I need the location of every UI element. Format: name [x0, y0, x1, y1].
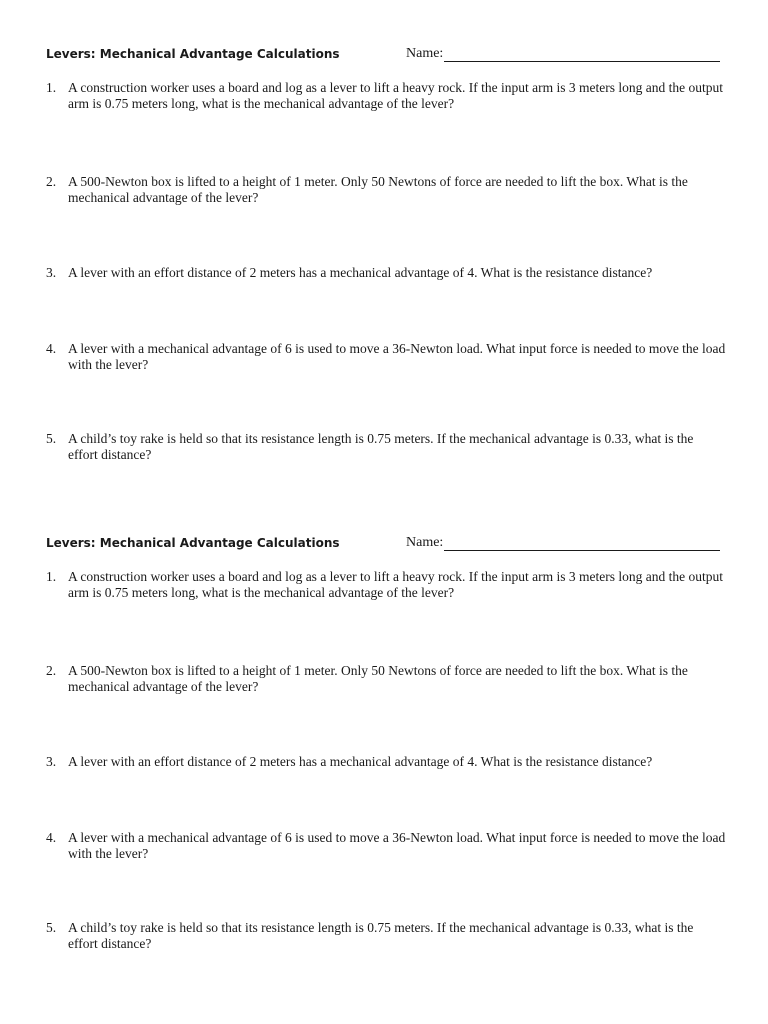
question-number: 5. — [46, 920, 57, 935]
question-5 — [46, 920, 726, 952]
question-number: 1. — [46, 569, 57, 584]
question-text: A lever with a mechanical advantage of 6 is used to move a 36-Newton load. What input force is needed to move the load with the lever? — [68, 341, 726, 372]
question-2 — [46, 174, 726, 206]
question-number: 4. — [46, 830, 57, 845]
question-text: A construction worker uses a board and log as a lever to lift a heavy rock. If the input arm is 3 meters long and the output arm is 0.75 meters long, what is the mechanical advantage of the lever? — [68, 569, 723, 600]
name-blank-line — [444, 536, 720, 551]
question-text: A child’s toy rake is held so that its resistance length is 0.75 meters. If the mechanical advantage is 0.33, what is the effort distance? — [68, 920, 694, 951]
question-1 — [46, 569, 726, 601]
question-number: 1. — [46, 80, 57, 95]
question-number: 5. — [46, 431, 57, 446]
question-text: A 500-Newton box is lifted to a height of 1 meter. Only 50 Newtons of force are needed to lift the box. What is the mechanical advantage of the lever? — [68, 663, 688, 694]
question-3 — [46, 754, 726, 770]
question-4 — [46, 341, 726, 373]
question-text: A child’s toy rake is held so that its resistance length is 0.75 meters. If the mechanical advantage is 0.33, what is the effort distance? — [68, 431, 694, 462]
question-number: 3. — [46, 754, 57, 769]
worksheet-title: Levers: Mechanical Advantage Calculations — [46, 536, 340, 550]
name-label: Name: — [406, 46, 444, 61]
name-label: Name: — [406, 535, 444, 550]
worksheet-header — [46, 46, 726, 66]
question-text: A 500-Newton box is lifted to a height of 1 meter. Only 50 Newtons of force are needed to lift the box. What is the mechanical advantage of the lever? — [68, 174, 688, 205]
worksheet-header — [46, 535, 726, 555]
question-text: A lever with an effort distance of 2 meters has a mechanical advantage of 4. What is the resistance distance? — [68, 265, 653, 280]
name-field — [406, 46, 720, 62]
worksheet-bottom — [0, 489, 768, 978]
worksheet-title: Levers: Mechanical Advantage Calculations — [46, 47, 340, 61]
question-text: A construction worker uses a board and log as a lever to lift a heavy rock. If the input arm is 3 meters long and the output arm is 0.75 meters long, what is the mechanical advantage of the lever? — [68, 80, 723, 111]
question-3 — [46, 265, 726, 281]
question-1 — [46, 80, 726, 112]
question-5 — [46, 431, 726, 463]
question-2 — [46, 663, 726, 695]
question-4 — [46, 830, 726, 862]
question-text: A lever with an effort distance of 2 meters has a mechanical advantage of 4. What is the resistance distance? — [68, 754, 653, 769]
name-blank-line — [444, 47, 720, 62]
question-number: 3. — [46, 265, 57, 280]
question-number: 2. — [46, 663, 57, 678]
question-text: A lever with a mechanical advantage of 6 is used to move a 36-Newton load. What input force is needed to move the load with the lever? — [68, 830, 726, 861]
question-number: 2. — [46, 174, 57, 189]
worksheet-top — [0, 0, 768, 489]
name-field — [406, 535, 720, 551]
question-number: 4. — [46, 341, 57, 356]
